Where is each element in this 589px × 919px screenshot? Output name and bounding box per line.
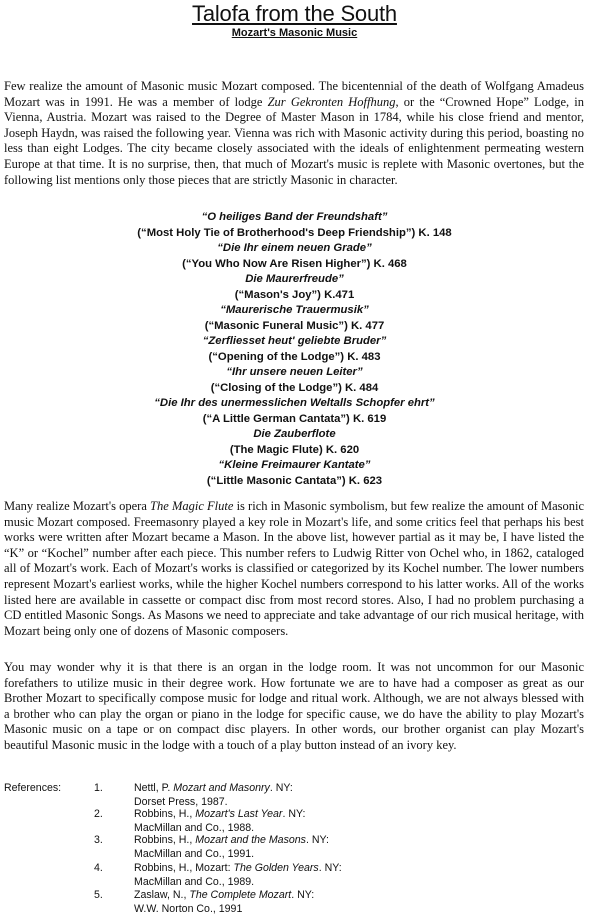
work-translation: (“Mason's Joy”) K.471 (234, 288, 355, 301)
reference-title: Mozart's Last Year (195, 808, 283, 820)
work-translation: (“Opening of the Lodge”) K. 483 (208, 350, 381, 363)
reference-author: Robbins, H., Mozart: (134, 862, 234, 874)
reference-text (134, 782, 564, 810)
article-subtitle: Mozart's Masonic Music (231, 27, 358, 39)
reference-text (134, 834, 564, 862)
work-translation: (“A Little German Cantata”) K. 619 (202, 412, 387, 425)
reference-author: Nettl, P. (134, 782, 174, 794)
reference-number: 5. (94, 889, 103, 901)
reference-place: . NY: (318, 862, 342, 874)
reference-publisher: MacMillan and Co., 1989. (134, 875, 255, 888)
reference-text (134, 889, 564, 917)
masonic-works-list (0, 210, 589, 489)
work-title: “Kleine Freimaurer Kantate” (218, 459, 371, 471)
reference-publisher: MacMillan and Co., 1991. (134, 847, 255, 860)
work-title: Die Maurerfreude” (245, 273, 344, 285)
reference-author: Zaslaw, N., (134, 889, 190, 901)
reference-author: Robbins, H., (134, 808, 196, 820)
work-title: “Ihr unsere neuen Leiter” (226, 366, 363, 378)
work-translation: (“Little Masonic Cantata”) K. 623 (206, 474, 383, 487)
reference-title: Mozart and the Masons (195, 834, 306, 846)
reference-publisher: Dorset Press, 1987. (134, 795, 228, 808)
work-translation: (“Masonic Funeral Music”) K. 477 (204, 319, 385, 332)
discussion-text-continued: is rich in Masonic symbolism, but few realize the amount of Masonic music Mozart composed. Freemasonry played a key role in Mozart's life, and some critics feel that perhaps his best works were written after Mozart became a Mason. In the above list, however partial as it may be, I have listed the “K” or “Kochel” number after each piece. This number refers to Ludwig Ritter von Ochel who, in 1862, cataloged all of Mozart's work. Each of Mozart's works is classified or categorized by its Kochel number. The lower numbers represent Mozart's earliest works, while the higher Kochel numbers correspond to his latter works. All of the works listed here are available in cassette or compact disc from most record stores. Also, I had no problem purchasing a CD entitled Masonic Songs. As Masons we need to appreciate and take advantage of our rich musical heritage, with Mozart being only one of dozens of Masonic composers. (4, 499, 584, 638)
reference-title: The Complete Mozart (189, 889, 292, 901)
reference-author: Robbins, H., (134, 834, 196, 846)
work-translation: (“You Who Now Are Risen Higher”) K. 468 (182, 257, 407, 270)
reference-number: 3. (94, 834, 103, 846)
reference-place: . NY: (282, 808, 306, 820)
work-title: “Die Ihr einem neuen Grade” (217, 242, 372, 254)
intro-text: Few realize the amount of Masonic music Mozart composed. The bicentennial of the death of Wolfgang Amadeus Mozart was in 1991. He was a member of lodge (4, 79, 584, 109)
organ-paragraph: You may wonder why it is that there is an organ in the lodge room. It was not uncommon for our Masonic forefathers to utilize music in their degree work. How fortunate we are to have had a composer as great as our Brother Mozart to specifically compose music for lodge and ritual work. Although, we are not always blessed with a brother who can play the organ or piano in the lodge for specific cause, we do have the ability to play Mozart's Masonic music on a tape or on compact disc players. In other words, our brother organist can play Mozart's beautiful Masonic music in the lodge with a touch of a play button instead of an ivory key. (4, 660, 584, 752)
reference-text (134, 808, 564, 836)
reference-title: The Golden Years (233, 862, 319, 874)
page-title: Talofa from the South (192, 1, 397, 26)
work-translation: (The Magic Flute) K. 620 (229, 443, 360, 456)
work-title: “Zerfliesset heut' geliebte Bruder” (202, 335, 387, 347)
reference-publisher: W.W. Norton Co., 1991 (134, 902, 243, 915)
work-title: “Maurerische Trauermusik” (220, 304, 369, 316)
work-title: “O heiliges Band der Freundshaft” (201, 211, 388, 223)
reference-title: Mozart and Masonry (173, 782, 270, 794)
reference-text (134, 862, 564, 890)
intro-paragraph (4, 79, 584, 188)
opera-title: The Magic Flute (150, 499, 234, 513)
work-title: Die Zauberflote (253, 428, 336, 440)
reference-place: . NY: (305, 834, 329, 846)
work-title: “Die Ihr des unermesslichen Weltalls Schopfer ehrt” (154, 397, 435, 409)
work-translation: (“Most Holy Tie of Brotherhood's Deep Friendship”) K. 148 (137, 226, 452, 239)
references-label: References: (4, 782, 62, 794)
reference-number: 1. (94, 782, 103, 794)
discussion-text: Many realize Mozart's opera (4, 499, 151, 513)
work-translation: (“Closing of the Lodge”) K. 484 (210, 381, 379, 394)
reference-number: 4. (94, 862, 103, 874)
intro-text-continued: , or the “Crowned Hope” Lodge, in Vienna, Austria. Mozart was raised to the Degree of Master Mason in 1784, while his close friend and mentor, Joseph Haydn, was raised the following year. Vienna was rich with Masonic activity during this period, boasting no less than eight Lodges. The city became closely associated with the ideals of enlightenment permeating western Europe at that time. It is no surprise, then, that much of Mozart's music is replete with Masonic overtones, but the following list mentions only those pieces that are strictly Masonic in character. (4, 94, 584, 187)
discussion-paragraph (4, 499, 584, 639)
reference-place: . NY: (291, 889, 315, 901)
reference-number: 2. (94, 808, 103, 820)
reference-publisher: MacMillan and Co., 1988. (134, 821, 255, 834)
lodge-name: Zur Gekronten Hoffhung (267, 94, 396, 109)
reference-place: . NY: (269, 782, 293, 794)
